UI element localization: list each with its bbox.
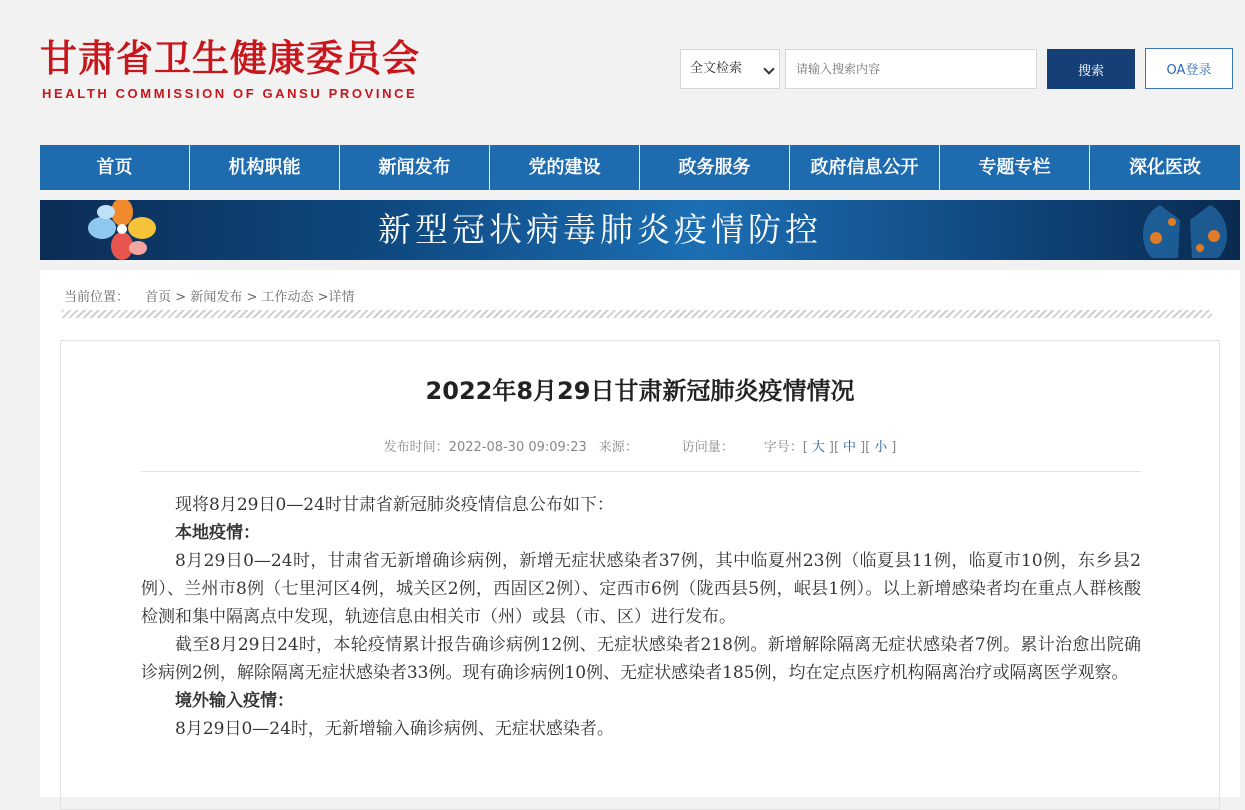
nav-item-party[interactable]: 党的建设 — [490, 145, 640, 190]
site-logo-subtitle: HEALTH COMMISSION OF GANSU PROVINCE — [42, 86, 418, 101]
breadcrumb-label: 当前位置： — [64, 290, 130, 305]
fontsize-medium-link[interactable]: 中 — [843, 440, 857, 455]
breadcrumb — [64, 286, 355, 305]
main-nav — [40, 145, 1240, 190]
main-content — [40, 270, 1240, 797]
article-heading-imported: 境外输入疫情： — [175, 691, 294, 711]
chevron-down-icon — [763, 63, 774, 74]
fontsize-small-link[interactable]: 小 — [874, 440, 888, 455]
search-button[interactable]: 搜索 — [1047, 49, 1135, 89]
lung-virus-icon — [1130, 200, 1240, 260]
search-input[interactable] — [785, 49, 1037, 89]
banner-title: 新型冠状病毒肺炎疫情防控 — [378, 210, 822, 249]
title-divider — [141, 471, 1141, 472]
flower-logo-icon — [82, 200, 162, 260]
oa-login-button[interactable]: OA登录 — [1145, 48, 1233, 89]
nav-item-organization[interactable]: 机构职能 — [190, 145, 340, 190]
source-label: 来源： — [598, 440, 638, 455]
article-panel — [60, 340, 1220, 810]
publish-time: 发布时间：2022-08-30 09:09:23 — [383, 440, 587, 455]
nav-item-home[interactable]: 首页 — [40, 145, 190, 190]
article-body — [141, 491, 1141, 743]
article-paragraph: 8月29日0—24时，无新增输入确诊病例、无症状感染者。 — [175, 719, 614, 739]
site-logo-title[interactable]: 甘肃省卫生健康委员会 — [40, 37, 420, 80]
search-scope-select[interactable] — [680, 49, 780, 89]
views-label: 访问量： — [681, 440, 734, 455]
article-meta: 发布时间：2022-08-30 09:09:23 来源： 访问量： 字号：[ 大 ][ 中 ][ 小 ] — [383, 440, 897, 455]
fontsize-large-link[interactable]: 大 — [811, 440, 825, 455]
nav-item-disclosure[interactable]: 政府信息公开 — [790, 145, 940, 190]
nav-item-reform[interactable]: 深化医改 — [1129, 157, 1201, 178]
covid-banner[interactable] — [40, 200, 1240, 260]
hatched-divider — [62, 310, 1212, 318]
article-paragraph: 截至8月29日24时，本轮疫情累计报告确诊病例12例、无症状感染者218例。新增解除隔离无症状感染者7例。累计治愈出院确诊病例2例，解除隔离无症状感染者33例。现有确诊病例10例、无症状感染者185例，均在定点医疗机构隔离治疗或隔离医学观察。 — [141, 635, 1141, 683]
breadcrumb-path[interactable]: 首页 > 新闻发布 > 工作动态 >详情 — [145, 290, 355, 305]
article-paragraph: 8月29日0—24时，甘肃省无新增确诊病例，新增无症状感染者37例，其中临夏州23例（临夏县11例，临夏市10例，东乡县2例）、兰州市8例（七里河区4例，城关区2例，西固区2例）、定西市6例（陇西县5例，岷县1例）。以上新增感染者均在重点人群核酸检测和集中隔离点中发现，轨迹信息由相关市（州）或县（市、区）进行发布。 — [141, 551, 1141, 627]
nav-item-topics[interactable]: 专题专栏 — [940, 145, 1090, 190]
fontsize-label: 字号： — [763, 440, 803, 455]
article-heading-local: 本地疫情： — [175, 523, 260, 543]
article-paragraph: 现将8月29日0—24时甘肃省新冠肺炎疫情信息公布如下： — [175, 495, 614, 515]
nav-item-news[interactable]: 新闻发布 — [340, 145, 490, 190]
article-title: 2022年8月29日甘肃新冠肺炎疫情情况 — [425, 377, 855, 405]
search-scope-value: 全文检索 — [690, 61, 743, 76]
nav-item-services[interactable]: 政务服务 — [640, 145, 790, 190]
